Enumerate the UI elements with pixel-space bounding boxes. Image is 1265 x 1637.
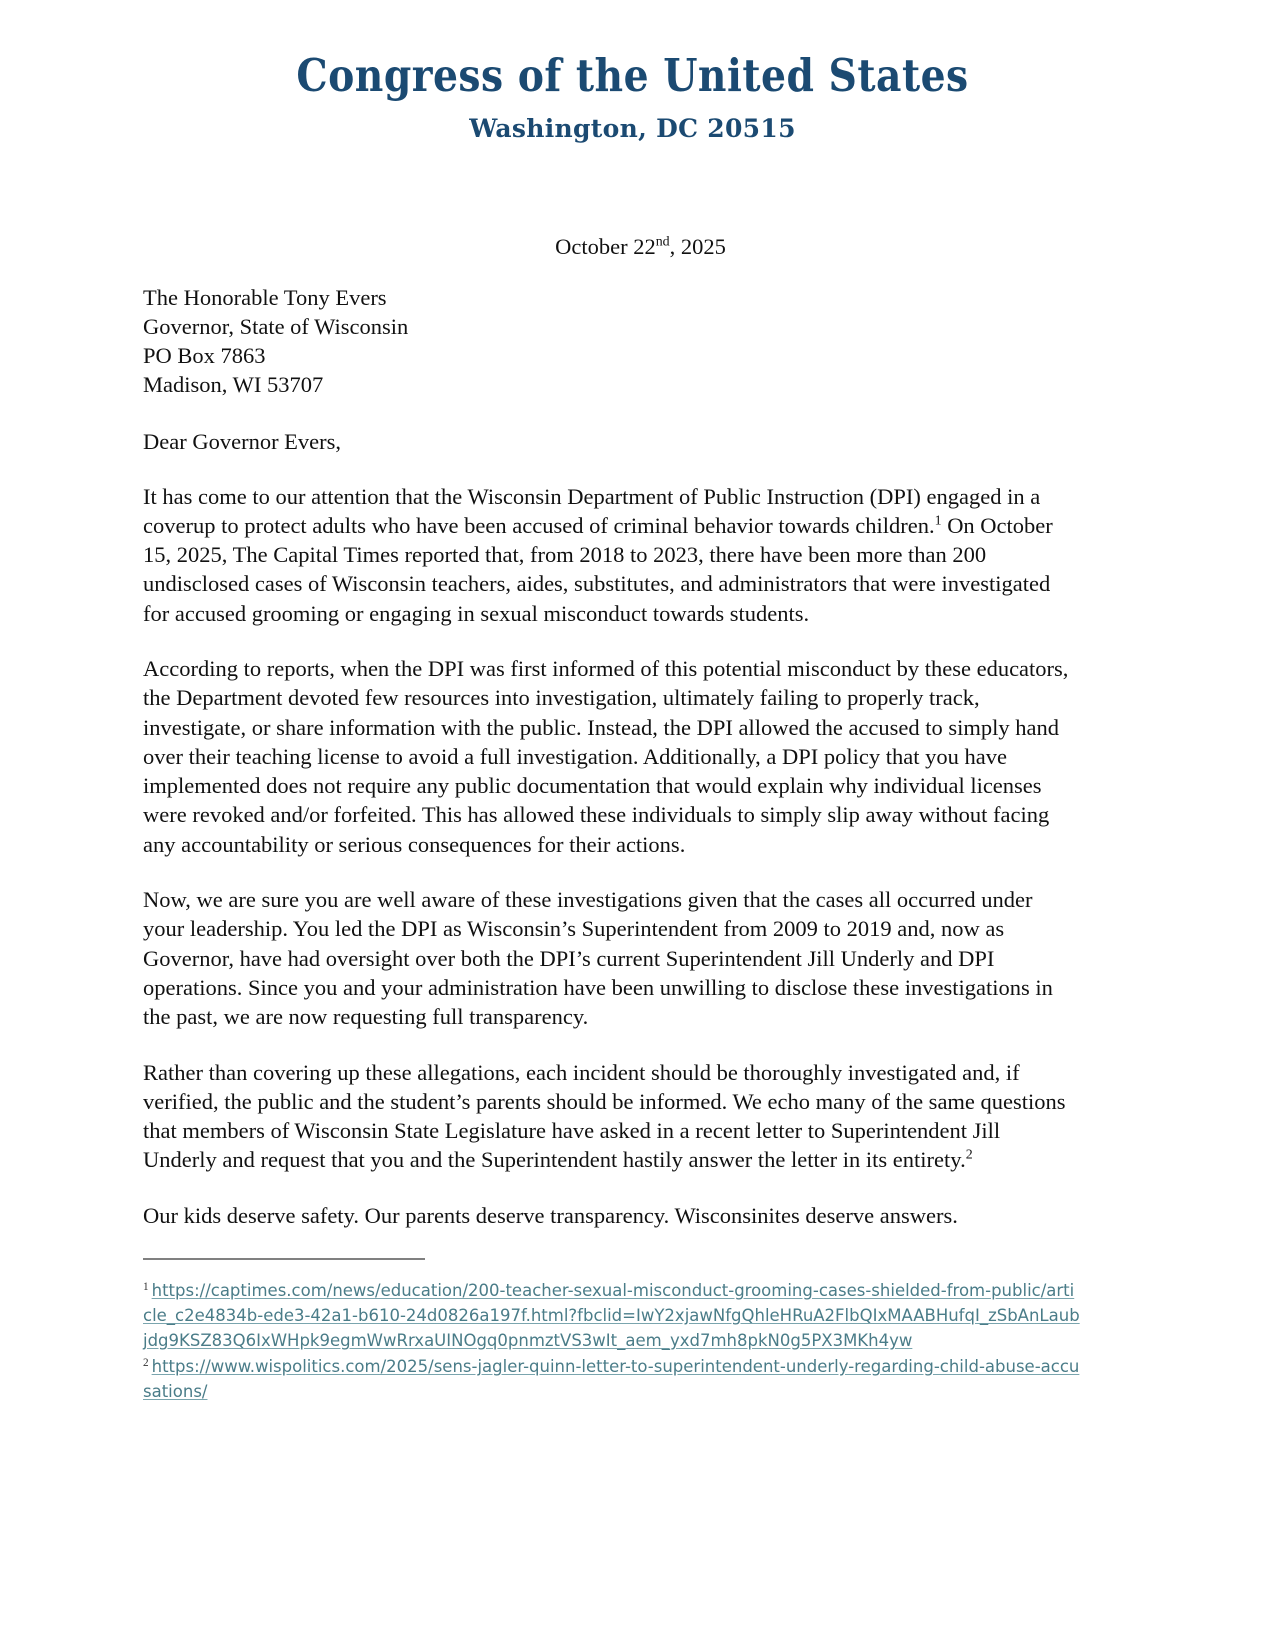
recipient-street: PO Box 7863	[143, 342, 266, 368]
paragraph-2: According to reports, when the DPI was first informed of this potential misconduct by these educators, the Department devoted few resources into investigation, ultimately failing to properly track, investigate, or share information with the public. Instead, the DPI allowed the accused to simply hand over their teaching license to avoid a full investigation. Additionally, a DPI policy that you have implemented does not require any public documentation that would explain why individual licenses were revoked and/or forfeited. This has allowed these individuals to simply slip away without facing any accountability or serious consequences for their actions.	[143, 655, 1069, 857]
date-month-day: October 22	[555, 234, 656, 259]
date-ordinal-suffix: nd	[655, 234, 670, 250]
paragraph-3: Now, we are sure you are well aware of these investigations given that the cases all occurred under your leadership. You led the DPI as Wisconsin’s Superintendent from 2009 to 2019 and, now as Governor, have had oversight over both the DPI’s current Superintendent Jill Underly and DPI operations. Since you and your administration have been unwilling to disclose these investigations in the past, we are now requesting full transparency.	[143, 887, 1053, 1030]
letterhead-subtitle: Washington, DC 20515	[469, 114, 796, 144]
recipient-address	[143, 283, 1078, 399]
footnote-2	[143, 1354, 1083, 1404]
recipient-name: The Honorable Tony Evers	[143, 284, 387, 310]
footnote-2-marker: 2	[143, 1356, 149, 1369]
paragraph-1-text-after-footnote: On October 15, 2025, The Capital Times reported that, from 2018 to 2023, there have been more than 200 undisclosed cases of Wisconsin teachers, aides, substitutes, and administrators that were investigated for accused grooming or engaging in sexual misconduct towards students.	[143, 512, 1053, 626]
recipient-title: Governor, State of Wisconsin	[143, 313, 409, 339]
footnote-1	[143, 1278, 1083, 1353]
footnote-marker-2[interactable]: 2	[965, 1147, 973, 1163]
paragraph-5-closing: Our kids deserve safety. Our parents deserve transparency. Wisconsinites deserve answers.	[143, 1202, 958, 1228]
letterhead	[0, 0, 1265, 143]
paragraph-1	[143, 482, 1071, 628]
paragraph-4	[143, 1058, 1071, 1175]
salutation: Dear Governor Evers,	[143, 428, 342, 454]
footnote-1-link[interactable]: https://captimes.com/news/education/200-teacher-sexual-misconduct-grooming-cases-shielded-from-public/article_c2e4834b-ede3-42a1-b610-24d0826a197f.html?fbclid=IwY2xjawNfgQhleHRuA2FlbQIxMAABHufqI_zSbAnLaubjdg9KSZ83Q6IxWHpk9egmWwRrxaUINOgq0pnmztVS3wIt_aem_yxd7mh8pkN0g5PX3MKh4yw	[143, 1281, 1080, 1350]
paragraph-4-text: Rather than covering up these allegations, each incident should be thoroughly investigated and, if verified, the public and the student’s parents should be informed. We echo many of the same questions that members of Wisconsin State Legislature have asked in a recent letter to Superintendent Jill Underly and request that you and the Superintendent hastily answer the letter in its entirety.	[143, 1059, 1066, 1173]
footnote-separator-rule	[143, 1258, 425, 1260]
letter-body	[143, 236, 1078, 1230]
date-year: , 2025	[669, 234, 726, 259]
letterhead-title: Congress of the United States	[296, 49, 969, 102]
footnote-1-marker: 1	[143, 1280, 149, 1293]
recipient-city-state-zip: Madison, WI 53707	[143, 371, 324, 397]
footnote-marker-1[interactable]: 1	[934, 513, 942, 529]
footnotes-section	[143, 1258, 1083, 1405]
letter-date	[203, 236, 1078, 259]
footnote-2-link[interactable]: https://www.wispolitics.com/2025/sens-jagler-quinn-letter-to-superintendent-underly-regarding-child-abuse-accusations/	[143, 1357, 1080, 1401]
paragraph-1-text-before-footnote: It has come to our attention that the Wisconsin Department of Public Instruction (DPI) engaged in a coverup to protect adults who have been accused of criminal behavior towards children.	[143, 483, 1041, 538]
